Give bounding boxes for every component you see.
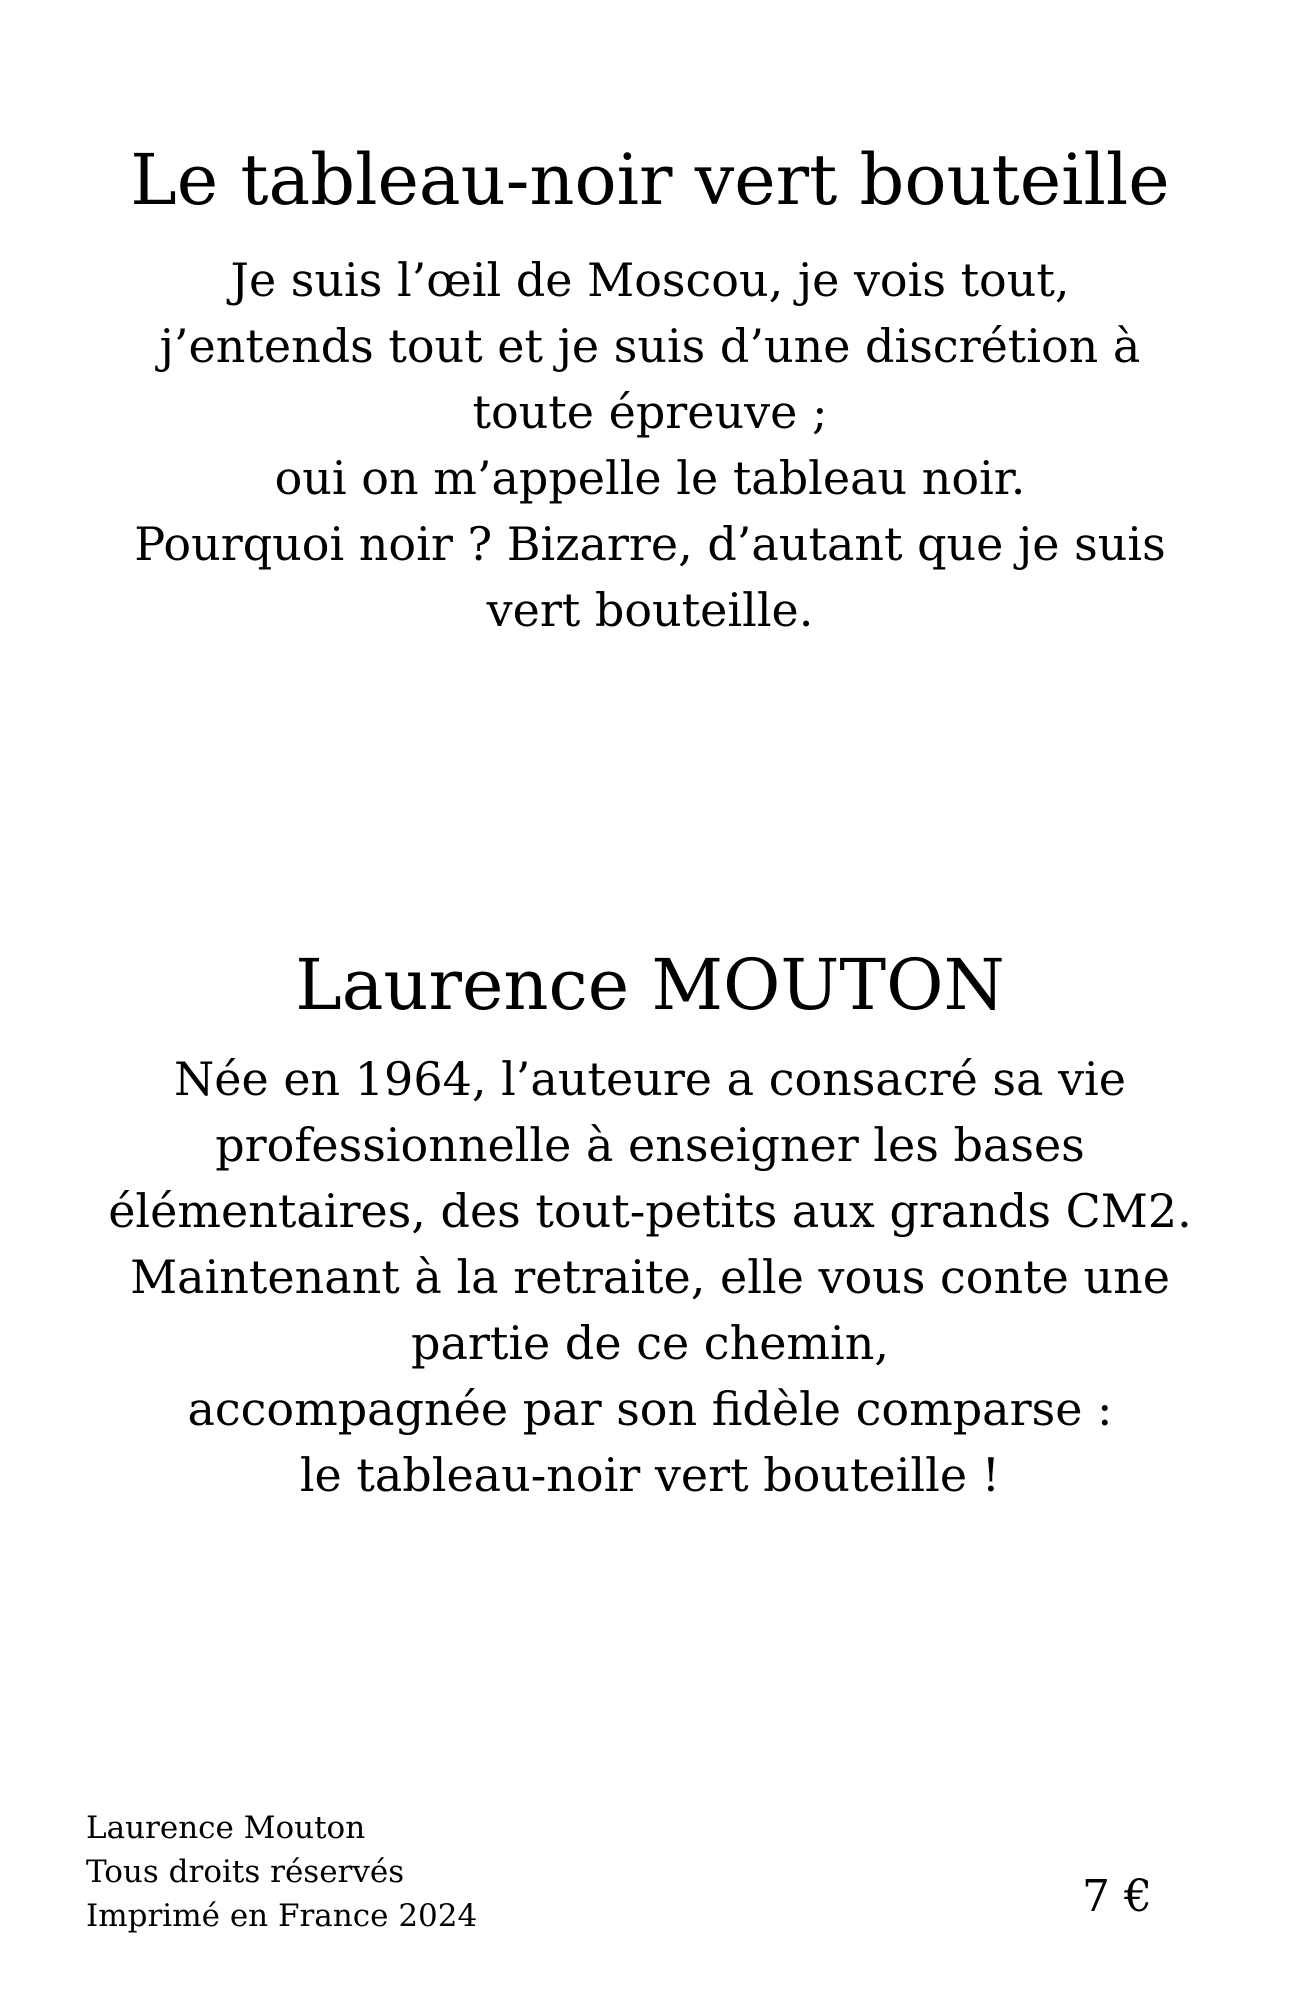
bio-line: partie de ce chemin, [411, 1316, 889, 1370]
price-label: 7 € [1082, 1871, 1152, 1922]
bio-line: Maintenant à la retraite, elle vous conte une [130, 1250, 1170, 1304]
colophon [86, 1806, 477, 1938]
synopsis-line: oui on m’appelle le tableau noir. [274, 451, 1026, 505]
bio-line: le tableau-noir vert bouteille ! [299, 1448, 1001, 1502]
colophon-printed: Imprimé en France 2024 [86, 1898, 478, 1934]
colophon-author: Laurence Mouton [86, 1810, 366, 1846]
synopsis-line: vert bouteille. [486, 583, 814, 637]
bio-line: professionnelle à enseigner les bases [215, 1118, 1085, 1172]
synopsis [50, 247, 1250, 643]
synopsis-line: Je suis l’œil de Moscou, je vois tout, [230, 253, 1070, 307]
colophon-rights: Tous droits réservés [86, 1854, 405, 1890]
book-title: Le tableau-noir vert bouteille [130, 139, 1170, 221]
bio-line: Née en 1964, l’auteure a consacré sa vie [174, 1052, 1126, 1106]
synopsis-line: Pourquoi noir ? Bizarre, d’autant que je suis [134, 517, 1166, 571]
author-bio [50, 1046, 1250, 1508]
author-name: Laurence MOUTON [295, 944, 1005, 1026]
synopsis-line: toute épreuve ; [472, 385, 828, 439]
bio-line: accompagnée par son fidèle comparse : [187, 1382, 1113, 1436]
bio-line: élémentaires, des tout-petits aux grands CM2. [108, 1184, 1192, 1238]
synopsis-line: j’entends tout et je suis d’une discrétion à [159, 319, 1141, 373]
